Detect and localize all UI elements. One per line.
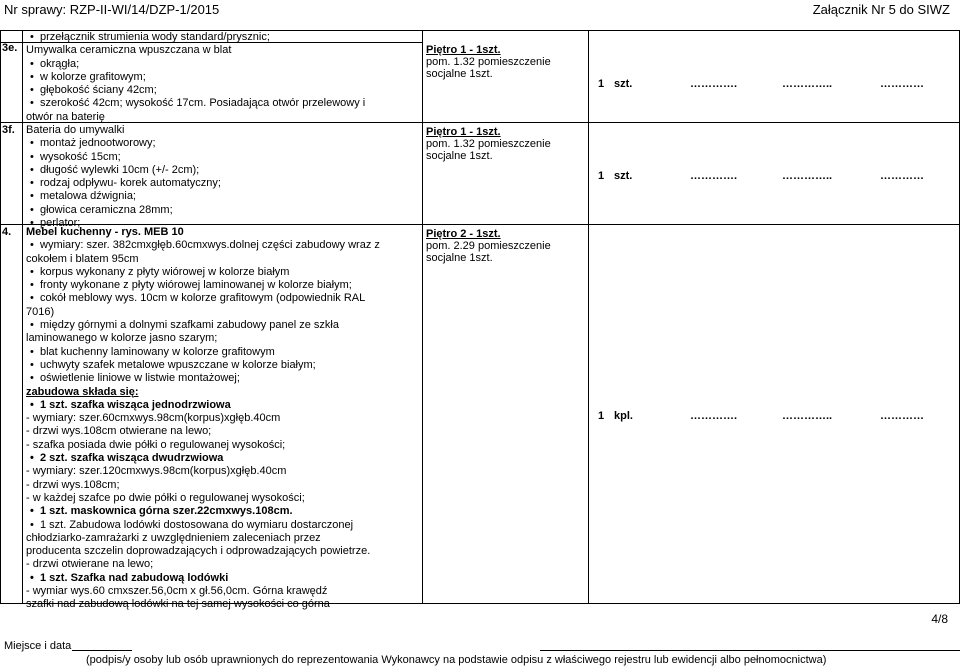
page-number: 4/8	[931, 612, 948, 626]
description-line	[26, 372, 418, 385]
price-placeholder: ………….	[690, 78, 738, 90]
col-border-2	[422, 30, 423, 604]
description-text: wymiary: szer. 382cmxgłęb.60cmxwys.dolnej części zabudowy wraz z	[40, 239, 380, 252]
price-placeholder: …………..	[782, 410, 833, 422]
description-line	[26, 266, 418, 279]
description-line	[26, 137, 418, 150]
location-cell	[426, 44, 576, 80]
description-line	[26, 598, 418, 611]
description-line	[26, 452, 418, 465]
description-line	[26, 44, 418, 57]
signature-line	[540, 650, 960, 651]
description-line	[26, 151, 418, 164]
location-room2: socjalne 1szt.	[426, 252, 493, 264]
description-text: - drzwi wys.108cm;	[26, 478, 120, 491]
description-line	[26, 386, 418, 399]
attachment-label: Załącznik Nr 5 do SIWZ	[812, 2, 950, 17]
description-line	[26, 226, 418, 239]
price-placeholder: …………	[880, 410, 924, 422]
description-text: otwór na baterię	[26, 110, 105, 123]
quantity-unit: szt.	[614, 170, 633, 182]
quantity-value: 1	[598, 170, 605, 182]
description-text: 2 szt. szafka wisząca dwudrzwiowa	[40, 452, 224, 465]
location-room2: socjalne 1szt.	[426, 150, 493, 162]
description-text: - drzwi otwierane na lewo;	[26, 558, 154, 571]
description-line	[26, 292, 418, 305]
description-text: - w każdej szafce po dwie półki o regulowanej wysokości;	[26, 491, 305, 504]
description-line	[26, 519, 418, 532]
description-line	[26, 558, 418, 571]
description-line	[26, 346, 418, 359]
location-floor: Piętro 2 - 1szt.	[426, 228, 501, 240]
location-cell	[426, 126, 576, 162]
description-line	[26, 572, 418, 585]
description-line	[26, 492, 418, 505]
description-text: cokołem i blatem 95cm	[26, 252, 139, 265]
col-border-1	[22, 30, 23, 604]
description-line	[26, 279, 418, 292]
quantity-unit: szt.	[614, 78, 633, 90]
description-text: Mebel kuchenny - rys. MEB 10	[26, 226, 184, 238]
description-text: - wymiary: szer.60cmxwys.98cm(korpus)xgłęb.40cm	[26, 412, 281, 425]
quantity-cell	[598, 410, 633, 422]
location-room2: socjalne 1szt.	[426, 68, 493, 80]
location-room: pom. 1.32 pomieszczenie	[426, 138, 551, 150]
description-text: Bateria do umywalki	[26, 124, 125, 136]
description-text: laminowanego w kolorze jasno szarym;	[26, 332, 218, 345]
description-text: zabudowa składa się:	[26, 385, 139, 398]
description-line	[26, 465, 418, 478]
price-placeholder: …………	[880, 78, 924, 90]
row-number: 4.	[2, 226, 12, 238]
description-text: oświetlenie liniowe w listwie montażowej;	[40, 372, 240, 385]
description-text: wysokość 15cm;	[40, 150, 121, 163]
item-description	[26, 31, 418, 124]
quantity-cell	[598, 78, 632, 90]
description-text: cokół meblowy wys. 10cm w kolorze grafitowym (odpowiednik RAL	[40, 292, 366, 305]
price-placeholder: …………..	[782, 78, 833, 90]
location-cell	[426, 228, 576, 264]
location-floor: Piętro 1 - 1szt.	[426, 44, 501, 56]
description-line	[26, 412, 418, 425]
place-date-label: Miejsce i data	[4, 640, 72, 652]
price-placeholder: ………….	[690, 170, 738, 182]
description-text: - drzwi wys.108cm otwierane na lewo;	[26, 425, 212, 438]
description-line	[26, 164, 418, 177]
description-text: chłodziarko-zamrażarki z uwzględnieniem zaleceniach przez	[26, 531, 321, 544]
item-description	[26, 124, 418, 230]
description-line	[26, 505, 418, 518]
description-line	[26, 204, 418, 217]
price-placeholder: …………	[880, 170, 924, 182]
description-line	[26, 58, 418, 71]
quantity-unit: kpl.	[614, 410, 633, 422]
description-text: szerokość 42cm; wysokość 17cm. Posiadająca otwór przelewowy i	[40, 97, 366, 110]
description-line	[26, 71, 418, 84]
description-line	[26, 439, 418, 452]
description-line	[26, 399, 418, 412]
item-description	[26, 226, 418, 612]
page-header	[0, 0, 960, 22]
place-date-line	[72, 650, 132, 651]
description-line	[26, 425, 418, 438]
description-line	[26, 479, 418, 492]
description-text: okrągła;	[40, 57, 80, 70]
description-text: 1 szt. Zabudowa lodówki dostosowana do wymiaru dostarczonej	[40, 518, 354, 531]
description-line	[26, 111, 418, 124]
description-text: korpus wykonany z płyty wiórowej w kolorze białym	[40, 265, 290, 278]
description-line	[26, 124, 418, 137]
description-text: producenta szczelin doprowadzających i odprowadzających powietrze.	[26, 545, 371, 558]
description-text: między górnymi a dolnymi szafkami zabudowy panel ze szkła	[40, 319, 339, 332]
description-text: głębokość ściany 42cm;	[40, 84, 157, 97]
case-number: Nr sprawy: RZP-II-WI/14/DZP-1/2015	[4, 2, 220, 17]
description-text: głowica ceramiczna 28mm;	[40, 203, 173, 216]
description-text: w kolorze grafitowym;	[40, 70, 146, 83]
location-room: pom. 2.29 pomieszczenie	[426, 240, 551, 252]
price-placeholder: ………….	[690, 410, 738, 422]
description-text: 7016)	[26, 305, 55, 318]
description-line	[26, 319, 418, 332]
location-room: pom. 1.32 pomieszczenie	[426, 56, 551, 68]
description-line	[26, 359, 418, 372]
col-border-3	[588, 30, 589, 604]
description-line	[26, 190, 418, 203]
description-text: - wymiary: szer.120cmxwys.98cm(korpus)xgłęb.40cm	[26, 465, 287, 478]
price-placeholder: …………..	[782, 170, 833, 182]
description-text: blat kuchenny laminowany w kolorze grafitowym	[40, 345, 275, 358]
description-line	[26, 239, 418, 252]
description-text: fronty wykonane z płyty wiórowej laminowanej w kolorze białym;	[40, 279, 352, 292]
description-text: - szafka posiada dwie półki o regulowanej wysokości;	[26, 438, 286, 451]
row-number: 3f.	[2, 124, 15, 136]
description-text: montaż jednootworowy;	[40, 137, 156, 150]
description-text: przełącznik strumienia wody standard/prysznic;	[40, 31, 270, 43]
quantity-value: 1	[598, 410, 605, 422]
description-text: 1 szt. szafka wisząca jednodrzwiowa	[40, 398, 231, 411]
description-text: 1 szt. Szafka nad zabudową lodówki	[40, 571, 229, 584]
description-text: długość wylewki 10cm (+/- 2cm);	[40, 163, 200, 176]
quantity-cell	[598, 170, 632, 182]
description-text: perlator;	[40, 217, 81, 230]
description-line	[26, 84, 418, 97]
description-text: metalowa dźwignia;	[40, 190, 136, 203]
description-text: - wymiar wys.60 cmxszer.56,0cm x gł.56,0cm. Górna krawędź	[26, 585, 328, 598]
description-text: Umywalka ceramiczna wpuszczana w blat	[26, 44, 232, 57]
description-line	[26, 332, 418, 345]
description-line	[26, 31, 418, 44]
description-line	[26, 545, 418, 558]
description-text: 1 szt. maskownica górna szer.22cmxwys.108cm.	[40, 505, 293, 518]
description-text: uchwyty szafek metalowe wpuszczane w kolorze białym;	[40, 358, 316, 371]
row-number: 3e.	[2, 42, 18, 54]
col-border-0	[0, 30, 1, 604]
description-line	[26, 253, 418, 266]
description-line	[26, 97, 418, 110]
description-line	[26, 177, 418, 190]
description-line	[26, 306, 418, 319]
description-text: rodzaj odpływu- korek automatyczny;	[40, 177, 221, 190]
quantity-value: 1	[598, 78, 605, 90]
signature-caption: (podpis/y osoby lub osób uprawnionych do reprezentowania Wykonawcy na podstawie odpisu z właściwego rejestru lub ewidencji albo pełnomocnictwa)	[86, 654, 827, 666]
description-line	[26, 585, 418, 598]
description-line	[26, 532, 418, 545]
location-floor: Piętro 1 - 1szt.	[426, 126, 501, 138]
description-text: szafki nad zabudową lodówki na tej samej wysokości co górna	[26, 598, 330, 611]
